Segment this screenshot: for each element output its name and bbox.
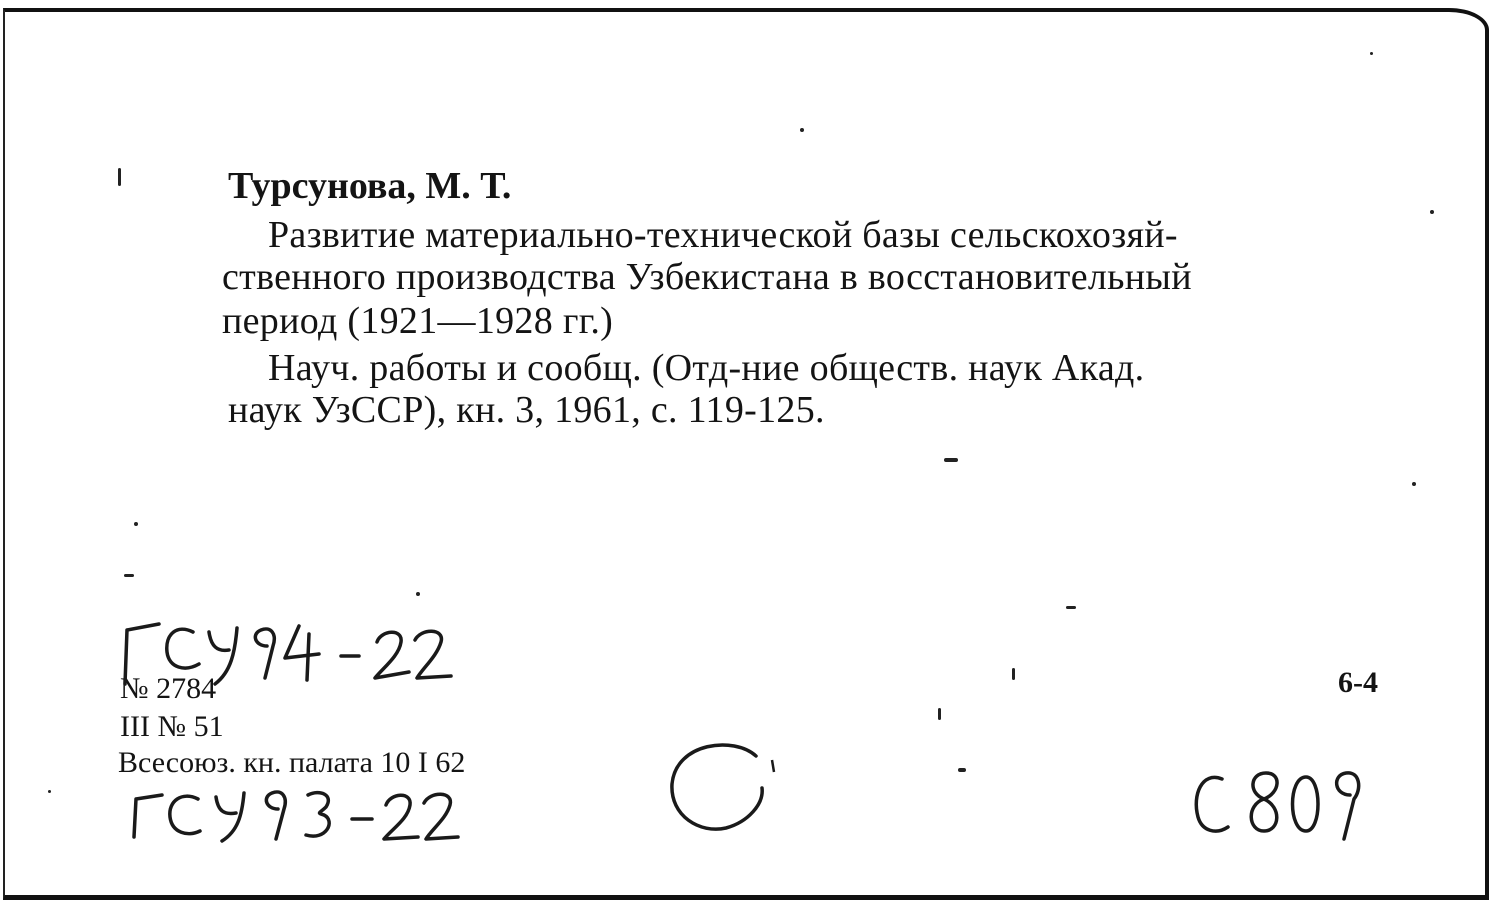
scan-speck	[958, 768, 966, 772]
scan-speck	[134, 522, 138, 526]
scan-speck	[1430, 210, 1434, 214]
scan-speck	[938, 708, 941, 720]
scan-speck	[1012, 668, 1015, 680]
series-number: III № 51	[120, 710, 224, 743]
handwritten-shelf-mark	[1188, 765, 1368, 845]
author-name: Турсунова, М. Т.	[228, 165, 512, 207]
title-line-2: ственного производства Узбекистана в восстановительный	[222, 256, 1192, 298]
index-code: 6-4	[1338, 666, 1378, 699]
source-line-1: Науч. работы и сообщ. (Отд-ние обществ. наук Акад.	[268, 347, 1145, 389]
scan-speck	[944, 458, 958, 462]
record-number: № 2784	[120, 672, 217, 705]
punch-hole-circle	[664, 738, 784, 838]
scan-speck	[416, 592, 420, 596]
title-line-3: период (1921—1928 гг.)	[222, 300, 614, 342]
source-line-2: наук УзССР), кн. 3, 1961, с. 119-125.	[228, 389, 825, 431]
scan-speck	[1066, 606, 1076, 609]
scan-speck	[118, 168, 121, 186]
scan-speck	[800, 128, 804, 132]
scan-speck	[48, 790, 51, 793]
scan-speck	[1370, 52, 1373, 55]
scan-speck	[124, 574, 134, 577]
handwritten-top-code	[115, 612, 455, 692]
title-line-1: Развитие материально-технической базы сельскохозяй-	[268, 214, 1178, 256]
handwritten-bottom-code	[120, 785, 460, 845]
scan-speck	[1412, 482, 1416, 486]
book-chamber-stamp: Всесоюз. кн. палата 10 I 62	[118, 746, 466, 779]
